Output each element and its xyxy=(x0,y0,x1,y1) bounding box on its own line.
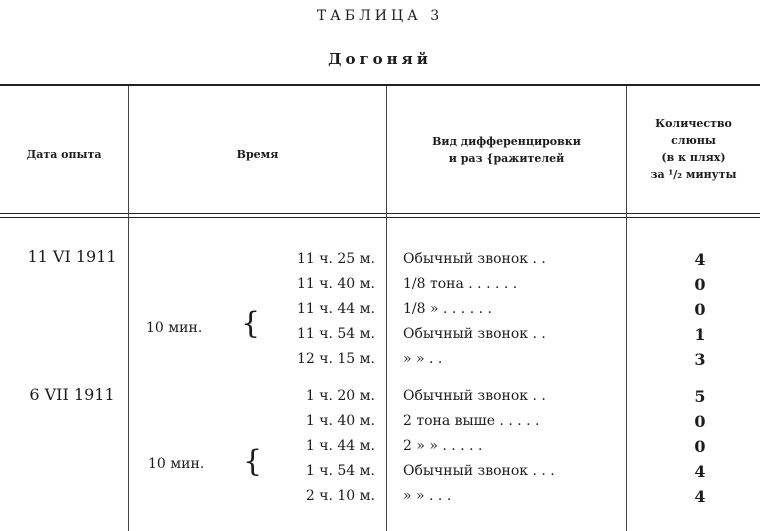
row-amount: 0 xyxy=(694,437,706,456)
row-amount: 5 xyxy=(694,387,706,406)
header-time: Время xyxy=(236,148,279,161)
experiment-date: 11 VI 1911 xyxy=(27,247,117,266)
row-kind: 1/8 тона . . . . . . xyxy=(403,276,518,292)
row-amount: 0 xyxy=(694,300,706,319)
header-date: Дата опыта xyxy=(26,148,102,161)
header-rule-1 xyxy=(0,213,760,214)
row-time: 11 ч. 40 м. xyxy=(296,276,375,292)
row-time: 11 ч. 54 м. xyxy=(296,326,375,342)
row-kind: 1/8 » . . . . . . xyxy=(403,301,492,317)
experiment-date: 6 VII 1911 xyxy=(29,385,115,404)
brace-icon: { xyxy=(243,444,263,479)
header-amount-line4: за ¹/₂ минуты xyxy=(650,168,737,181)
row-amount: 4 xyxy=(694,462,706,481)
top-rule xyxy=(0,84,760,86)
row-amount: 3 xyxy=(694,350,706,369)
row-amount: 1 xyxy=(694,325,706,344)
table-subtitle: Догоняй xyxy=(328,50,432,68)
row-time: 2 ч. 10 м. xyxy=(305,488,375,504)
row-amount: 0 xyxy=(694,275,706,294)
row-amount: 4 xyxy=(694,250,706,269)
header-amount-line1: Количество xyxy=(655,117,732,130)
row-amount: 4 xyxy=(694,487,706,506)
row-kind: 2 » » . . . . . xyxy=(403,438,483,454)
header-amount-line2: слюны xyxy=(671,134,716,147)
row-amount: 0 xyxy=(694,412,706,431)
header-kind-line2: и раз {ражителей xyxy=(448,152,565,165)
row-time: 1 ч. 54 м. xyxy=(305,463,375,479)
row-kind: Обычный звонок . . xyxy=(403,326,546,342)
brace-icon: { xyxy=(241,306,261,341)
row-kind: 2 тона выше . . . . . xyxy=(403,413,540,429)
row-kind: Обычный звонок . . xyxy=(403,388,546,404)
row-kind: Обычный звонок . . . xyxy=(403,463,555,479)
row-time: 1 ч. 44 м. xyxy=(305,438,375,454)
interval-label: 10 мин. xyxy=(148,456,205,472)
header-kind-line1: Вид дифференцировки xyxy=(432,135,581,148)
interval-label: 10 мин. xyxy=(146,320,203,336)
row-time: 12 ч. 15 м. xyxy=(296,351,375,367)
row-kind: » » . . . xyxy=(403,488,452,504)
header-kind xyxy=(387,133,626,167)
table-title: ТАБЛИЦА 3 xyxy=(316,8,444,24)
row-kind: » » . . xyxy=(403,351,443,367)
row-time: 11 ч. 25 м. xyxy=(296,251,375,267)
row-time: 1 ч. 40 м. xyxy=(305,413,375,429)
header-amount xyxy=(627,115,760,183)
header-rule-2 xyxy=(0,217,760,218)
row-kind: Обычный звонок . . xyxy=(403,251,546,267)
header-amount-line3: (в к плях) xyxy=(661,151,726,164)
row-time: 1 ч. 20 м. xyxy=(305,388,375,404)
row-time: 11 ч. 44 м. xyxy=(296,301,375,317)
